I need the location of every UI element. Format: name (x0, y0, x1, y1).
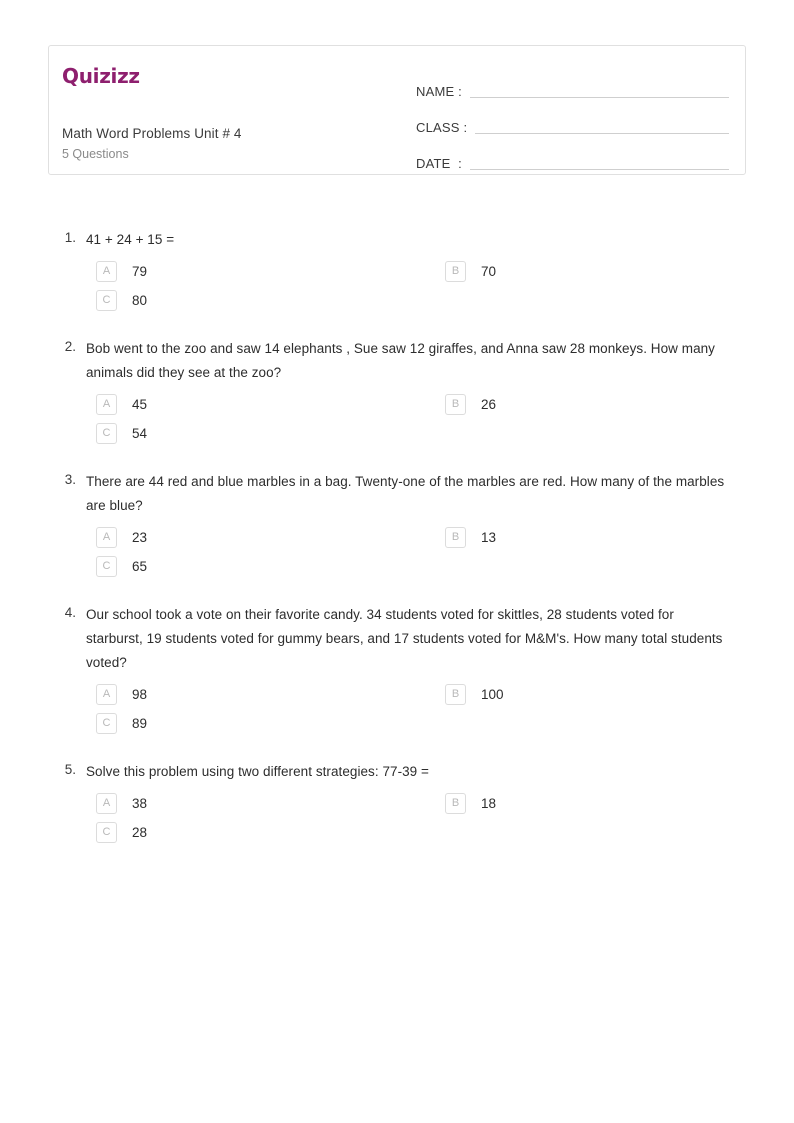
option-label: 80 (132, 293, 148, 308)
option-label: 45 (132, 397, 148, 412)
question-item (48, 603, 746, 742)
question-heading (48, 337, 746, 385)
page-title: Math Word Problems Unit # 4 (62, 126, 242, 141)
option-badge: A (96, 261, 117, 282)
options-group (48, 394, 746, 452)
option-b[interactable] (397, 793, 746, 814)
option-c[interactable] (48, 290, 397, 311)
date-field-row (416, 138, 729, 174)
question-item (48, 337, 746, 452)
question-text: Our school took a vote on their favorite candy. 34 students voted for skittles, 28 students voted for starburst, 19 students voted for gummy bears, and 17 students voted for M&M's. How many total students voted? (86, 607, 723, 670)
student-info-fields (404, 46, 745, 174)
option-a[interactable] (48, 527, 397, 548)
option-label: 70 (481, 264, 497, 279)
option-label: 54 (132, 426, 148, 441)
questions-list (48, 228, 746, 859)
option-badge: B (445, 394, 466, 415)
date-input[interactable] (470, 169, 729, 170)
option-badge: A (96, 684, 117, 705)
name-field-row (416, 66, 729, 102)
option-badge: A (96, 394, 117, 415)
question-text: Solve this problem using two different strategies: 77-39 = (86, 764, 429, 779)
option-a[interactable] (48, 394, 397, 415)
option-a[interactable] (48, 261, 397, 282)
option-badge: C (96, 423, 117, 444)
option-badge: C (96, 290, 117, 311)
option-b[interactable] (397, 684, 746, 705)
option-badge: C (96, 822, 117, 843)
options-group (48, 527, 746, 585)
option-label: 65 (132, 559, 148, 574)
header-left (49, 46, 404, 174)
option-a[interactable] (48, 684, 397, 705)
option-label: 100 (481, 687, 504, 702)
question-heading (48, 760, 746, 784)
question-number: 5. (64, 762, 76, 777)
option-c[interactable] (48, 822, 397, 843)
question-heading (48, 603, 746, 675)
date-label: DATE : (416, 156, 462, 171)
worksheet-header (48, 45, 746, 175)
class-input[interactable] (475, 133, 729, 134)
option-badge: B (445, 527, 466, 548)
option-badge: A (96, 793, 117, 814)
option-label: 23 (132, 530, 148, 545)
option-b[interactable] (397, 394, 746, 415)
class-field-row (416, 102, 729, 138)
question-text: Bob went to the zoo and saw 14 elephants , Sue saw 12 giraffes, and Anna saw 28 monkeys. How many animals did they see at the zoo? (86, 341, 715, 380)
option-label: 98 (132, 687, 148, 702)
question-item (48, 470, 746, 585)
question-text: 41 + 24 + 15 = (86, 232, 175, 247)
option-label: 38 (132, 796, 148, 811)
option-label: 13 (481, 530, 497, 545)
question-number: 4. (64, 605, 76, 620)
question-count: 5 Questions (62, 147, 129, 161)
option-label: 18 (481, 796, 497, 811)
option-badge: B (445, 793, 466, 814)
question-number: 1. (64, 230, 76, 245)
option-label: 28 (132, 825, 148, 840)
question-number: 3. (64, 472, 76, 487)
option-c[interactable] (48, 556, 397, 577)
option-label: 89 (132, 716, 148, 731)
question-heading (48, 470, 746, 518)
name-input[interactable] (470, 97, 729, 98)
option-label: 79 (132, 264, 148, 279)
option-badge: C (96, 713, 117, 734)
question-item (48, 760, 746, 851)
question-number: 2. (64, 339, 76, 354)
option-a[interactable] (48, 793, 397, 814)
option-b[interactable] (397, 261, 746, 282)
question-heading (48, 228, 746, 252)
options-group (48, 684, 746, 742)
option-badge: B (445, 261, 466, 282)
question-text: There are 44 red and blue marbles in a bag. Twenty-one of the marbles are red. How many of the marbles are blue? (86, 474, 725, 513)
option-badge: A (96, 527, 117, 548)
option-badge: B (445, 684, 466, 705)
option-label: 26 (481, 397, 497, 412)
name-label: NAME : (416, 84, 462, 99)
option-b[interactable] (397, 527, 746, 548)
question-item (48, 228, 746, 319)
option-c[interactable] (48, 423, 397, 444)
quizizz-logo: Quizizz (62, 64, 140, 88)
options-group (48, 261, 746, 319)
option-badge: C (96, 556, 117, 577)
class-label: CLASS : (416, 120, 468, 135)
option-c[interactable] (48, 713, 397, 734)
options-group (48, 793, 746, 851)
